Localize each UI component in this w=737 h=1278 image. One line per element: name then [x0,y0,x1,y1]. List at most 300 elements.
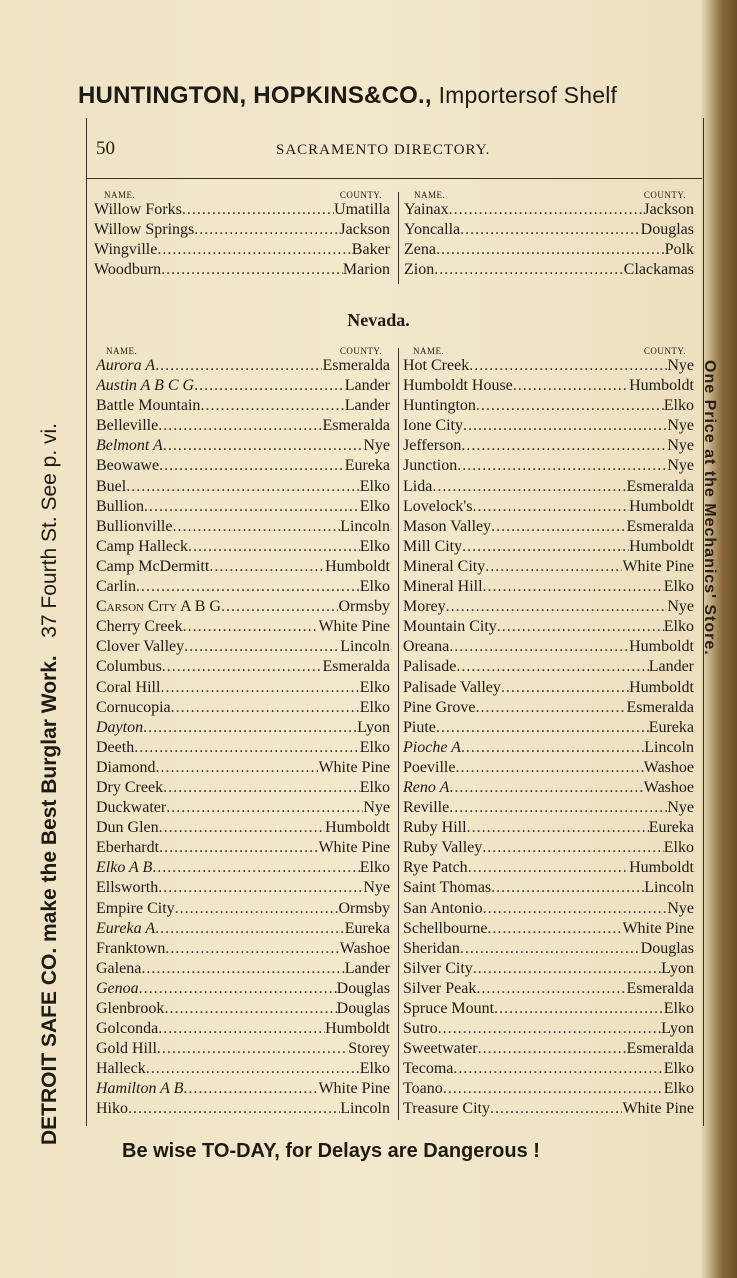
list-item [403,939,694,959]
county-name: Esmeralda [626,517,694,535]
place-name: Duckwater [96,799,167,817]
nevada-left-column [96,346,390,1120]
list-item [403,477,694,497]
list-item [96,597,390,617]
county-name: Esmeralda [626,477,694,495]
leader-dots [134,738,360,758]
place-name: Saint Thomas [403,879,492,897]
place-name: Hiko [96,1100,128,1118]
county-name: Humboldt [629,638,694,656]
list-item [94,260,390,280]
place-name: Carson City A B G [96,598,221,616]
leader-dots [188,537,360,557]
place-name: Willow Forks [94,201,182,218]
county-name: Esmeralda [322,658,390,676]
leader-dots [194,376,345,396]
list-item [403,517,694,537]
county-name: Nye [667,417,694,435]
list-item [403,1079,694,1099]
list-item [96,1059,390,1079]
list-item [96,416,390,436]
place-name: Battle Mountain [96,397,201,415]
list-item [96,698,390,718]
list-item [96,718,390,738]
leader-dots [182,200,334,220]
county-header: COUNTY. [643,346,686,356]
county-name: Polk [664,241,694,259]
county-name: White Pine [318,1080,390,1098]
county-name: Elko [359,578,390,596]
leader-dots [438,1019,661,1039]
county-name: Elko [663,578,694,596]
place-name: Wingville [94,241,158,259]
list-item [403,798,694,818]
place-name: Cherry Creek [96,618,183,636]
county-name: Eureka [344,457,390,475]
county-name: Elko [663,397,694,415]
leader-dots [473,497,630,517]
place-name: Bullion [96,497,145,515]
place-name: Dry Creek [96,778,164,796]
page-title: SACRAMENTO DIRECTORY. [276,142,491,158]
name-header: NAME. [104,190,136,200]
list-item [96,758,390,778]
leader-dots [461,738,644,758]
list-item [96,798,390,818]
list-item [403,1019,694,1039]
county-name: Washoe [643,778,694,796]
list-item [403,597,694,617]
list-item [403,396,694,416]
leader-dots [434,260,624,280]
county-name: Elko [359,859,390,877]
place-name: Willow Springs [94,221,195,239]
leader-dots [163,436,364,456]
leader-dots [155,356,322,376]
county-name: Washoe [643,758,694,776]
leader-dots [156,758,319,778]
place-name: Lovelock's [403,497,473,515]
place-name: Franktown [96,939,166,957]
column-header [94,190,390,200]
column-header [404,190,694,200]
place-name: Ellsworth [96,879,159,897]
list-item [403,758,694,778]
county-name: Esmeralda [626,1040,694,1058]
place-name: Junction [403,457,458,475]
list-item [96,919,390,939]
county-name: Elko [663,1060,694,1078]
leader-dots [155,919,345,939]
leader-dots [221,597,338,617]
county-name: Marion [342,261,390,279]
county-name: Lincoln [340,517,390,535]
list-item [96,637,390,657]
county-name: Esmeralda [322,417,390,435]
place-name: Sweetwater [403,1040,478,1058]
leader-dots [485,557,622,577]
leader-dots [158,878,363,898]
leader-dots [460,939,641,959]
leader-dots [453,1059,663,1079]
leader-dots [157,240,351,260]
leader-dots [158,1019,325,1039]
county-name: Esmeralda [626,979,694,997]
leader-dots [490,1099,622,1119]
page-header [96,138,696,166]
list-item [403,858,694,878]
place-name: Lida [403,477,433,495]
county-name: Ormsby [338,899,390,917]
place-name: Clover Valley [96,638,185,656]
county-name: Jackson [643,201,694,218]
list-item [403,376,694,396]
list-item [403,678,694,698]
place-name: Camp Halleck [96,537,188,555]
list-item [403,456,694,476]
leader-dots [463,416,667,436]
leader-dots [482,838,664,858]
place-name: Gold Hill [96,1040,157,1058]
list-item [403,959,694,979]
list-item [403,919,694,939]
name-header: NAME. [413,346,445,356]
place-name: Mineral City [403,557,486,575]
county-name: Lincoln [644,879,694,897]
county-name: Elko [359,477,390,495]
list-item [96,1039,390,1059]
right-side-ad [700,360,728,656]
place-name: Tecoma [403,1060,454,1078]
leader-dots [172,517,340,537]
leader-dots [513,376,629,396]
list-item [403,557,694,577]
leader-dots [473,959,661,979]
list-item [94,240,390,260]
footer-ad: Be wise TO-DAY, for Delays are Dangerous ! [122,1140,540,1162]
place-name: Sheridan [403,939,460,957]
list-item [96,436,390,456]
county-name: Douglas [640,221,694,239]
column-divider [398,192,399,284]
place-name: Pine Grove [403,698,476,716]
list-item [96,999,390,1019]
leader-dots [161,260,343,280]
leader-dots [160,678,359,698]
list-item [403,577,694,597]
place-name: Diamond [96,758,156,776]
place-name: Carlin [96,578,136,596]
county-name: Lyon [661,959,694,977]
county-name: Ormsby [338,598,390,616]
place-name: Hot Creek [403,357,470,374]
leader-dots [166,798,363,818]
top-left-column [94,190,390,280]
county-name: Douglas [336,1000,390,1017]
county-name: Lander [344,397,390,415]
list-item [96,517,390,537]
place-name: Coral Hill [96,678,161,696]
place-name: Dun Glen [96,819,159,837]
leader-dots [462,537,629,557]
list-item [403,497,694,517]
list-item [96,617,390,637]
place-name: Elko A B [96,859,153,877]
place-name: Silver Peak [403,979,477,997]
place-name: Palisade Valley [403,678,501,696]
place-name: Reville [403,799,450,817]
place-name: Cornucopia [96,698,171,716]
place-name: Belmont A [96,437,163,455]
county-name: Nye [363,879,390,897]
leader-dots [436,718,649,738]
leader-dots [478,1039,627,1059]
list-item [403,436,694,456]
banner-company: HUNTINGTON, HOPKINS&CO., [78,82,432,109]
leader-dots [128,1099,340,1119]
place-name: Mill City [403,537,463,555]
place-name: Woodburn [94,261,162,279]
leader-dots [461,436,667,456]
left-ad-main: DETROIT SAFE CO. make the Best Burglar Work. [38,655,61,1145]
list-item [403,1039,694,1059]
place-name: Palisade [403,658,457,676]
place-name: Hamilton A B [96,1080,184,1098]
county-name: Eureka [344,919,390,937]
leader-dots [436,240,665,260]
county-name: Douglas [336,979,390,997]
place-name: Aurora A [96,357,156,374]
list-item [96,497,390,517]
list-item [96,537,390,557]
list-item [96,878,390,898]
county-name: Elko [359,1060,390,1078]
place-name: Poeville [403,758,456,776]
list-item [403,899,694,919]
nevada-right-column [403,346,694,1120]
place-name: Treasure City [403,1100,490,1118]
county-name: Nye [667,899,694,917]
leader-dots [158,416,322,436]
place-name: Empire City [96,899,175,917]
list-item [96,979,390,999]
county-name: Lander [344,959,390,977]
leader-dots [126,477,360,497]
place-name: Huntington [403,397,476,415]
county-name: White Pine [318,618,390,636]
county-name: Elko [663,1000,694,1017]
place-name: Zena [404,241,436,259]
list-item [96,959,390,979]
county-header: COUNTY. [643,190,686,200]
county-name: Nye [667,799,694,817]
list-item [403,537,694,557]
county-name: Esmeralda [626,698,694,716]
list-item [403,416,694,436]
leader-dots [446,597,668,617]
place-name: Austin A B C G [96,377,195,395]
left-side-ad [38,145,62,1145]
left-ad-address: 37 Fourth St. See p. vi. [38,422,61,638]
leader-dots [467,818,649,838]
list-item [404,260,694,280]
list-item [96,456,390,476]
county-name: Nye [667,457,694,475]
leader-dots [183,617,319,637]
place-name: Mountain City [403,618,497,636]
county-name: Elko [663,839,694,857]
leader-dots [165,939,339,959]
leader-dots [183,1079,318,1099]
leader-dots [491,517,626,537]
leader-dots [494,999,664,1019]
header-divider [86,178,702,179]
leader-dots [449,637,629,657]
county-name: Lander [648,658,694,676]
list-item [96,838,390,858]
place-name: Humboldt House [403,377,513,395]
leader-dots [171,698,360,718]
place-name: Bullionville [96,517,173,535]
leader-dots [501,678,629,698]
leader-dots [460,220,641,240]
leader-dots [162,657,323,677]
county-name: White Pine [318,839,390,857]
county-name: Elko [359,778,390,796]
place-name: Ruby Hill [403,819,467,837]
county-name: Humboldt [629,537,694,555]
leader-dots [469,356,667,376]
name-header: NAME. [414,190,446,200]
county-name: Storey [348,1040,390,1058]
leader-dots [487,919,622,939]
list-item [403,838,694,858]
list-item [403,878,694,898]
leader-dots [209,557,325,577]
list-item [404,200,694,220]
county-name: White Pine [318,758,390,776]
leader-dots [457,456,667,476]
list-item [96,899,390,919]
leader-dots [475,698,626,718]
county-name: White Pine [622,1100,694,1118]
place-name: Dayton [96,718,144,736]
list-item [94,200,390,220]
place-name: Yainax [404,201,449,218]
list-item [96,818,390,838]
list-item [96,939,390,959]
place-name: Belleville [96,417,159,435]
county-name: Elko [359,678,390,696]
county-header: COUNTY. [339,346,382,356]
place-name: Morey [403,598,446,616]
leader-dots [497,617,664,637]
county-name: Lincoln [644,738,694,756]
place-name: Ruby Valley [403,839,483,857]
column-header [403,346,694,356]
county-name: Eureka [648,718,694,736]
leader-dots [159,456,345,476]
list-item [403,1059,694,1079]
leader-dots [164,999,336,1019]
place-name: Mason Valley [403,517,492,535]
county-name: Humboldt [629,377,694,395]
leader-dots [449,778,643,798]
leader-dots [159,838,318,858]
place-name: Zion [404,261,435,279]
list-item [96,1079,390,1099]
list-item [96,778,390,798]
list-item [403,698,694,718]
leader-dots [141,959,344,979]
place-name: Silver City [403,959,473,977]
list-item [404,240,694,260]
county-name: Humboldt [629,678,694,696]
place-name: Genoa [96,979,139,997]
list-item [96,577,390,597]
leader-dots [139,979,337,999]
leader-dots [143,718,357,738]
place-name: Deeth [96,738,135,756]
county-name: Elko [359,497,390,515]
list-item [96,477,390,497]
name-header: NAME. [106,346,138,356]
county-name: Nye [667,437,694,455]
place-name: Rye Patch [403,859,468,877]
county-name: Lyon [357,718,390,736]
county-name: Lyon [661,1020,694,1038]
place-name: Columbus [96,658,162,676]
leader-dots [449,200,644,220]
list-item [96,376,390,396]
leader-dots [194,220,339,240]
leader-dots [468,858,629,878]
leader-dots [152,858,359,878]
list-item [404,220,694,240]
county-name: Eureka [648,819,694,837]
leader-dots [455,758,643,778]
place-name: Halleck [96,1060,146,1078]
county-header: COUNTY. [339,190,382,200]
list-item [96,356,390,376]
county-name: Elko [359,698,390,716]
leader-dots [144,497,360,517]
banner-tagline: Importersof Shelf [438,82,618,108]
county-name: Lincoln [340,638,390,656]
column-header [96,346,390,356]
county-name: Elko [663,618,694,636]
page-number: 50 [96,138,115,159]
place-name: Spruce Mount [403,1000,495,1017]
county-name: Nye [667,357,694,374]
county-name: Elko [359,738,390,756]
place-name: Sutro [403,1020,438,1038]
county-name: Nye [363,799,390,817]
list-item [96,1019,390,1039]
county-name: White Pine [622,557,694,575]
leader-dots [136,577,360,597]
list-item [96,678,390,698]
county-name: Humboldt [629,497,694,515]
leader-dots [184,637,340,657]
leader-dots [491,878,644,898]
list-item [403,979,694,999]
nevada-left-list [96,356,390,1120]
place-name: Mineral Hill [403,578,483,596]
place-name: Piute [403,718,436,736]
county-name: Humboldt [325,819,390,837]
leader-dots [476,396,664,416]
